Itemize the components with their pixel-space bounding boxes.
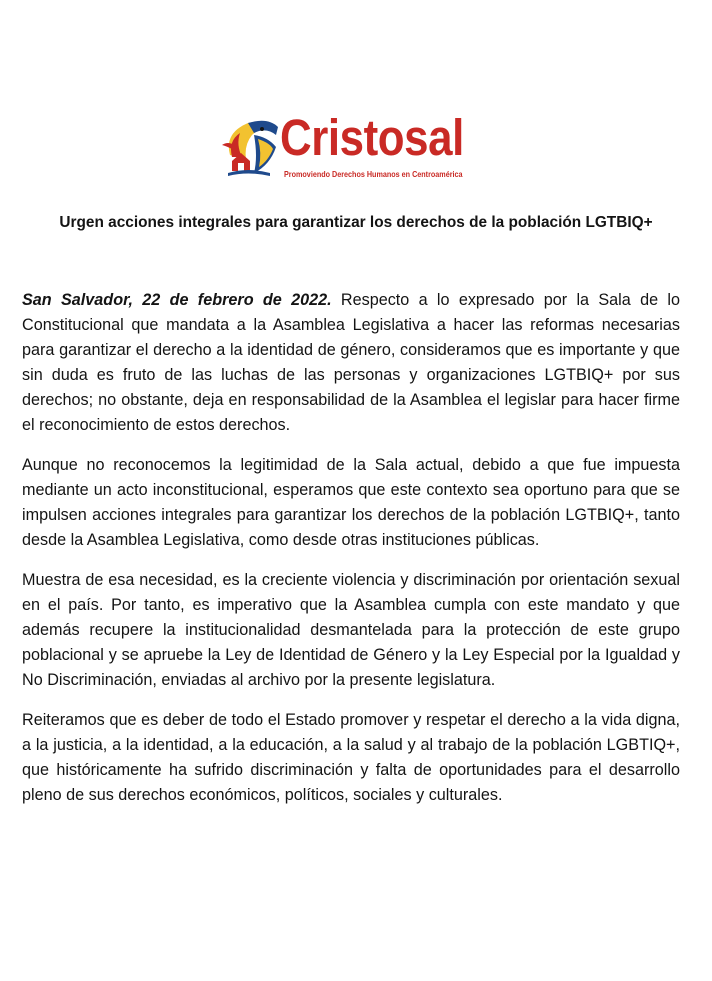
paragraph: Muestra de esa necesidad, es la creciente violencia y discriminación por orientación sexual en el país. Por tanto, es imperativo que la Asamblea cumpla con este mandato y que además recupere la institucionalidad desmantelada para la protección de este grupo poblacional y se apruebe la Ley de Identidad de Género y la Ley Especial por la Igualdad y No Discriminación, enviadas al archivo por la presente legislatura. [22,571,680,689]
headline: Urgen acciones integrales para garantizar los derechos de la población LGTBIQ+ [59,214,653,231]
cristosal-logo [218,109,480,192]
paragraph: Aunque no reconocemos la legitimidad de la Sala actual, debido a que fue impuesta mediante un acto inconstitucional, esperamos que este contexto sea oportuno para que se impulsen acciones integrales para garantizar los derechos de la población LGTBIQ+, tanto desde la Asamblea Legislativa, como desde otras instituciones públicas. [22,456,680,549]
paragraph: Reiteramos que es deber de todo el Estado promover y respetar el derecho a la vida digna, a la justicia, a la identidad, a la educación, a la salud y al trabajo de la población LGBTIQ+, que históricamente ha sufrido discriminación y falta de oportunidades para el desarrollo pleno de sus derechos económicos, políticos, sociales y culturales. [22,711,680,804]
paragraph-text: Respecto a lo expresado por la Sala de lo Constitucional que mandata a la Asamblea Legislativa a hacer las reformas necesarias para garantizar el derecho a la identidad de género, consideramos que es importante y que sin duda es fruto de las luchas de las personas y organizaciones LGTBIQ+ por sus derechos; no obstante, deja en responsabilidad de la Asamblea el legislar para hacer firme el reconocimiento de estos derechos. [22,291,680,434]
bird-house-emblem-icon [218,115,280,179]
dateline: San Salvador, 22 de febrero de 2022. [22,291,332,309]
logo-wordmark: Cristosal [280,109,464,166]
body-text [22,288,680,823]
logo-tagline: Promoviendo Derechos Humanos en Centroamérica [284,169,463,179]
paragraph [22,288,680,438]
